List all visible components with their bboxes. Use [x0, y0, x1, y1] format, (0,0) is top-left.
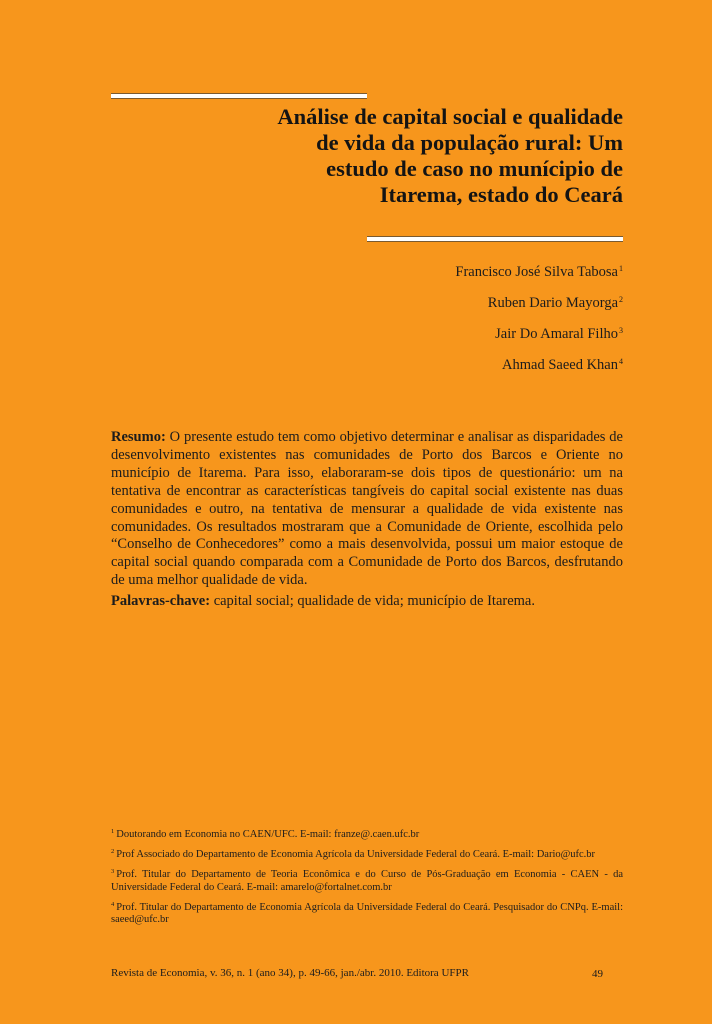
footnote-text: Prof. Titular do Departamento de Economia Agrícola da Universidade Federal do Ceará. Pesquisador do CNPq. E-mail: saeed@ufc.br — [111, 901, 623, 926]
middle-rule — [367, 236, 623, 242]
keywords — [111, 592, 623, 610]
footnote — [111, 899, 623, 927]
title-line: de vida da população rural: Um — [316, 130, 623, 155]
keywords-text: capital social; qualidade de vida; município de Itarema. — [210, 593, 535, 609]
footnote-text: Prof. Titular do Departamento de Teoria Econômica e do Curso de Pós-Graduação em Economia - CAEN - da Universidade Federal do Ceará. E-mail: amarelo@fortalnet.com.br — [111, 869, 623, 893]
footnote-mark: 4 — [111, 900, 115, 908]
author-footnote-mark: 3 — [619, 326, 623, 335]
title-line: estudo de caso no munícipio de — [326, 156, 623, 181]
author-footnote-mark: 1 — [619, 264, 623, 273]
footnote — [111, 866, 623, 894]
author-name: Francisco José Silva Tabosa — [455, 264, 618, 280]
title-line: Análise de capital social e qualidade — [277, 104, 623, 129]
abstract-label: Resumo: — [111, 429, 166, 445]
page-number: 49 — [592, 968, 603, 980]
author-item — [455, 259, 623, 290]
article-title — [163, 104, 623, 208]
keywords-label: Palavras-chave: — [111, 593, 211, 609]
footnote-mark: 1 — [111, 828, 115, 835]
abstract — [111, 429, 623, 590]
author-item — [455, 321, 623, 352]
abstract-text: O presente estudo tem como objetivo determinar e analisar as disparidades de desenvolvimento existentes nas comunidades de Porto dos Barcos e Oriente no município de Itarema. Para isso, elaboraram-se dois tipos de questionário: um na tentativa de encontrar as características tangíveis do capital social existente nas duas comunidades e outro, na tentativa de mensurar a qualidade de vida existente nas comunidades. Os resultados mostraram que a Comunidade de Oriente, escolhida pelo “Conselho de Conhecedores” como a mais desenvolvida, possui um maior estoque de capital social quando comparada com a Comunidade de Porto dos Barcos, desfrutando de uma melhor qualidade de vida. — [111, 429, 623, 589]
footnote-text: Prof Associado do Departamento de Economia Agrícola da Universidade Federal do Ceará. E-mail: Dario@ufc.br — [116, 849, 596, 861]
journal-citation: Revista de Economia, v. 36, n. 1 (ano 34), p. 49-66, jan./abr. 2010. Editora UFPR — [111, 967, 469, 979]
footnote-mark: 3 — [111, 868, 115, 876]
title-line: Itarema, estado do Ceará — [379, 182, 623, 207]
author-name: Ahmad Saeed Khan — [502, 357, 618, 373]
author-item — [455, 352, 623, 383]
author-item — [455, 290, 623, 321]
footnote-mark: 2 — [111, 848, 115, 856]
footnote — [111, 826, 623, 842]
author-footnote-mark: 2 — [619, 295, 623, 304]
author-footnote-mark: 4 — [619, 357, 623, 366]
page-footer — [111, 966, 623, 980]
author-name: Jair Do Amaral Filho — [495, 326, 618, 342]
top-rule — [111, 93, 367, 99]
author-name: Ruben Dario Mayorga — [487, 295, 618, 311]
author-list — [455, 259, 623, 383]
footnote — [111, 846, 623, 862]
footnotes — [111, 826, 623, 932]
footnote-text: Doutorando em Economia no CAEN/UFC. E-mail: franze@.caen.ufc.br — [116, 829, 420, 840]
